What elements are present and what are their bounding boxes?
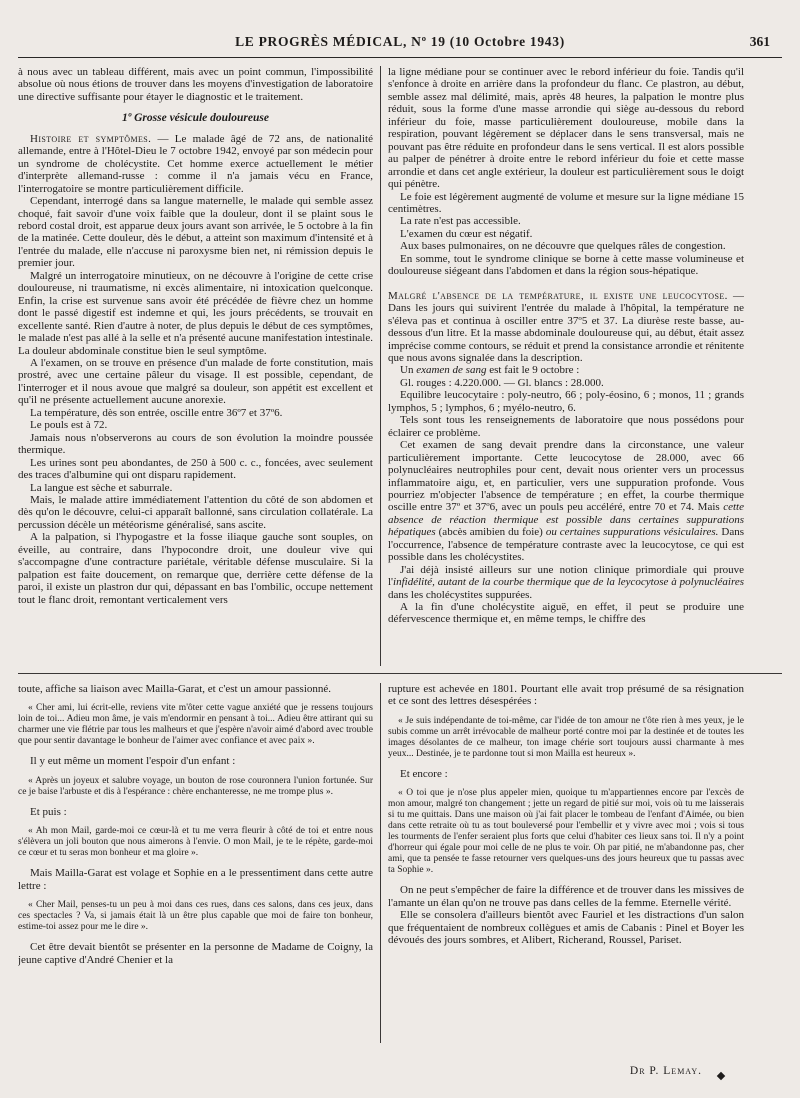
running-header bbox=[18, 27, 782, 58]
paragraph bbox=[18, 133, 373, 195]
paragraph bbox=[388, 564, 744, 601]
paragraph bbox=[388, 364, 744, 376]
paragraph-text: — Le malade âgé de 72 ans, de nationalité allemande, entre à l'Hôtel-Dieu le 7 octobre 1942, envoyé par son médecin pour un syndrome de cholécystite. Cet homme exerce actuellement le métier d'interprète allemand-russe : comme il n'a jamais vécu en France, l'interrogatoire se montre particulièrement difficile. bbox=[18, 132, 373, 195]
paragraph: Les urines sont peu abondantes, de 250 à 500 c. c., foncées, avec seulement des traces d'albumine qui ont disparu rapidement. bbox=[18, 456, 373, 482]
paragraph: La température, dès son entrée, oscille entre 36º7 et 37º6. bbox=[30, 406, 283, 419]
paragraph: A l'examen, on se trouve en présence d'un malade de forte constitution, mais prostré, avec une certaine pâleur du visage. Il est possible, cependant, de l'interroger et il nous avoue que malgré sa douleur, son appétit est excellent et qu'il ne présente actuellement aucune anorexie. bbox=[18, 356, 373, 407]
paragraph-text: — Dans les jours qui suivirent l'entrée du malade à l'hôpital, la température ne s'éleva pas et continua à osciller entre 37º5 et 37. La diurèse reste basse, au-dessous d'un litre. Et la masse abdominale douloureuse qui, au début, était assez imprécise comme contours, se réduit et prend la consistance arrondie et rénitente que nous avons signalée dans la description. bbox=[388, 289, 744, 364]
paragraph: rupture est achevée en 1801. Pourtant elle avait trop présumé de sa résignation et ce sont des lettres désespérées : bbox=[388, 683, 744, 708]
paragraph: Equilibre leucocytaire : poly-neutro, 66 ; poly-éosino, 6 ; monos, 11 ; grands lymphos, 5 ; lymphos, 6 ; myélo-neutro, 6. bbox=[388, 389, 744, 414]
paragraph-italic: ou certaines suppurations vésiculaires. bbox=[545, 526, 719, 539]
paragraph-text: (abcès amibien du foie) bbox=[435, 526, 546, 539]
quoted-letter: « Cher ami, lui écrit-elle, reviens vite m'ôter cette vague anxiété que je ressens toujours loin de toi... Adieu mon âme, je vais m'endormir en pensant à toi... Adieu être attirant qui su charmer une vie flétrie par tous les malheurs et que j'espère n'avoir aimé d'abord avec trouble que pour sentir davantage le bonheur de l'aimer avec confiance et avec paix ». bbox=[18, 703, 373, 747]
paragraph-text: J'ai déjà insisté ailleurs sur une notion clinique primordiale qui prouve l' bbox=[388, 563, 744, 589]
paragraph: La langue est sèche et saburrale. bbox=[30, 481, 173, 494]
bottom-right-column bbox=[388, 683, 744, 1063]
paragraph bbox=[388, 439, 744, 564]
paragraph: la ligne médiane pour se continuer avec le rebord inférieur du foie. Tandis qu'il s'enfonce à droite en arrière dans la profondeur du flanc. Ce plastron, au début, semble assez mal délimité, mais, après 48 heures, la palpation le montre plus réduit, sous la forme d'une masse arrondie qui siège au-dessous du rebord inférieur du foie, masse particulièrement douloureuse, mobile dans la respiration, pouvant légèrement se déplacer dans le sens transversal, mais ne pouvant pas être réduite en profondeur dans le sens vertical. Il est alors possible au palper de pénétrer à droite entre le rebord inférieur du foie et cette masse arrondie et dans cet angle extérieur, la douleur est particulièrement sous le doigt qui pénètre. bbox=[388, 66, 744, 191]
paragraph: Aux bases pulmonaires, on ne découvre que quelques râles de congestion. bbox=[400, 240, 726, 253]
top-right-column bbox=[388, 66, 744, 666]
paragraph: L'examen du cœur est négatif. bbox=[400, 227, 533, 240]
quoted-letter: « Après un joyeux et salubre voyage, un bouton de rose couronnera l'union fortunée. Sur ce je baise l'arbuste et dis à l'espérance : chère enchanteresse, ne me trompe plus ». bbox=[18, 775, 373, 797]
paragraph-text: Cet examen de sang devait prendre dans la circonstance, une valeur particulièrement importante. Cette leucocytose de 28.000, avec 66 polynucléaires neutrophiles pour cent, devait nous orienter vers un processus inflammatoire aigu, et, en particulier, vers une suppuration profonde. Vous pourriez m'objecter l'absence de température ; en effet, la courbe thermique oscille entre 37º et 37º6, avec un pouls peu accéléré, entre 70 et 74. Mais bbox=[388, 439, 744, 514]
quoted-letter: « Ah mon Mail, garde-moi ce cœur-là et tu me verra fleurir à côté de toi et entre nous s'élèvera un joli bouton que nous aimerons à l'envie. O mon Mail, je te le répète, garde-moi ce cœur et tu seras mon bonheur et ma gloire ». bbox=[18, 826, 373, 859]
paragraph: Cependant, interrogé dans sa langue maternelle, le malade qui semble assez choqué, fait savoir d'une voix faible que la douleur, dont il se plaint sous le rebord costal droit, est apparue deux jours avant son arrivée, le 5 octobre à la fin de la matinée. Cette douleur, dès le début, a atteint son maximum d'intensité et à l'entrée du malade, elle n'accuse ni paroxysme bien net, ni rémission depuis le premier jour. bbox=[18, 195, 373, 270]
paragraph-italic: infidélité, autant de la courbe thermique que de la leycocytose à polynucléaires bbox=[393, 576, 744, 589]
bottom-left-column bbox=[18, 683, 373, 1083]
paragraph: A la fin d'une cholécystite aiguë, en effet, il peut se produire une défervescence thermique et, en même temps, le chiffre des bbox=[388, 601, 744, 626]
paragraph: Elle se consolera d'ailleurs bientôt avec Fauriel et les distractions d'un salon que fréquentaient de nombreux collègues et amis de Cabanis : Pinel et Boyer les dévoués des jours sombres, et Alibert, Richerand, Roussel, Pariset. bbox=[388, 909, 744, 947]
paragraph-text: est fait le 9 octobre : bbox=[486, 364, 580, 377]
section-divider bbox=[18, 673, 782, 674]
paragraph: Et encore : bbox=[400, 767, 448, 780]
page-number: 361 bbox=[749, 34, 770, 49]
journal-title: LE PROGRÈS MÉDICAL, Nº 19 (10 Octobre 1943) bbox=[235, 34, 565, 49]
paragraph: Mais Mailla-Garat est volage et Sophie en a le pressentiment dans cette autre lettre : bbox=[18, 867, 373, 892]
paragraph-italic: examen de sang bbox=[416, 364, 487, 377]
paragraph: Cet être devait bientôt se présenter en la personne de Madame de Coigny, la jeune captive d'André Chenier et la bbox=[18, 941, 373, 966]
paragraph bbox=[388, 290, 744, 365]
paragraph-italic: cette absence de réaction thermique est possible dans certaines suppurations hépatiques bbox=[388, 501, 744, 539]
paragraph: toute, affiche sa liaison avec Mailla-Garat, et c'est un amour passionné. bbox=[18, 683, 332, 695]
paragraph: Mais, le malade attire immédiatement l'attention du côté de son abdomen et dès qu'on le découvre, celui-ci apparaît ballonné, sans circulation collatérale. La percussion décèle un météorisme généralisé, sans ascite. bbox=[18, 493, 373, 531]
paragraph-text: dans les cholécystites suppurées. bbox=[388, 588, 533, 601]
paragraph-text: Un bbox=[400, 364, 417, 377]
paragraph: Le foie est légèrement augmenté de volume et mesure sur la ligne médiane 15 centimètres. bbox=[388, 190, 744, 215]
paragraph: Et puis : bbox=[30, 805, 67, 818]
run-in-heading: Histoire et symptômes. bbox=[30, 132, 152, 145]
run-in-heading: Malgré l'absence de la température, il existe une leucocytose. bbox=[388, 289, 728, 302]
paragraph: Gl. rouges : 4.220.000. — Gl. blancs : 28.000. bbox=[400, 376, 604, 389]
column-divider bbox=[380, 683, 381, 1043]
paragraph: A la palpation, si l'hypogastre et la fosse iliaque gauche sont souples, on éveille, au contraire, dans l'hypocondre droit, une douleur vive qui s'accompagne d'une contracture pariétale, véritable défense musculaire. Si la palpation est faite doucement, on remarque que, derrière cette défense de la paroi, il existe un plastron dur qui, dépassant en bas l'ombilic, occupe nettement tout le flanc droit, remontant verticalement vers bbox=[18, 531, 373, 606]
paragraph: On ne peut s'empêcher de faire la différence et de trouver dans les missives de l'amante un élan qu'on ne trouve pas dans celles de la femme. Eternelle vérité. bbox=[388, 884, 744, 909]
top-left-column bbox=[18, 66, 373, 666]
quoted-letter: « O toi que je n'ose plus appeler mien, quoique tu m'appartiennes encore par l'excès de mon amour, malgré ton changement ; jette un regard de pitié sur moi, vois où tu me laisserais si tu me quittais. Dans une maison où j'ai fait placer le tombeau de l'enfant d'Aimée, ou bien dans cette retraite où tu as tout bouleversé pour l'embellir et y vivre avec moi ; vois si tous les tourments de l'enfer seraient plus forts que celui d'habiter ces lieux sans toi. Il n'y a point d'horreur qui égale pour moi celle de ne plus te voir. Oh par pitié, ne m'abandonne pas, cher ami, que ta pensée te fasse retourner vers quelques-uns des jours heureux que tu passas avec ta Sophie ». bbox=[388, 788, 744, 876]
paragraph: En somme, tout le syndrome clinique se borne à cette masse volumineuse et douloureuse siégeant dans l'abdomen et dans la région sous-hépatique. bbox=[388, 252, 744, 278]
quoted-letter: « Cher Mail, penses-tu un peu à moi dans ces rues, dans ces salons, dans ces jeux, dans ces spectacles ? Va, si jamais était là un être plus capable que moi de faire ton bonheur, estime-toi assez pour me le dire ». bbox=[18, 900, 373, 933]
paragraph: Il y eut même un moment l'espoir d'un enfant : bbox=[30, 755, 236, 768]
paragraph: Malgré un interrogatoire minutieux, on ne découvre à l'origine de cette crise douloureuse, ni traumatisme, ni excès alimentaire, ni intoxication quelconque. Enfin, la crise est survenue sans avoir été précédée de fièvre chez un homme dont le passé digestif est indemne et qui, les jours précédents, se trouvait en excellente santé. Rien d'autre à noter, de plus depuis le début de ces symptômes, le malade n'est pas allé à la selle et n'a présenté aucune manifestation intestinale. La douleur abdominale constitue bien le seul symptôme. bbox=[18, 269, 373, 357]
section-heading: 1º Grosse vésicule douloureuse bbox=[122, 112, 269, 125]
author-signature: Dr P. Lemay. bbox=[629, 1065, 702, 1077]
paragraph: La rate n'est pas accessible. bbox=[400, 215, 521, 228]
end-ornament-icon bbox=[717, 1072, 725, 1080]
column-divider bbox=[380, 66, 381, 666]
paragraph: Tels sont tous les renseignements de laboratoire que nous possédons pour éclairer ce problème. bbox=[388, 414, 744, 439]
paragraph-text: Dans l'occurrence, l'absence de température contraste avec la leucocytose, ce qui est possible dans les cholécystites. bbox=[388, 526, 744, 564]
paragraph: Le pouls est à 72. bbox=[30, 419, 108, 432]
paragraph: Jamais nous n'observerons au cours de son évolution la moindre poussée thermique. bbox=[18, 431, 373, 457]
quoted-letter: « Je suis indépendante de toi-même, car l'idée de ton amour ne t'ôte rien à mes yeux, je le subis comme un arrêt irrévocable de malheur porté contre moi par la destinée et de toutes les images désolantes de ce malheur, ton image chérie sort toujours aussi charmante à mes yeux... Destinée, je te pardonne tout si mon Mailla est heureux ». bbox=[388, 715, 744, 759]
paragraph: à nous avec un tableau différent, mais avec un point commun, l'impossibilité absolue où nous étions de trouver dans les moyens d'investigation de laboratoire une directive suffisante pour étayer le diagnostic et le traitement. bbox=[18, 66, 373, 103]
